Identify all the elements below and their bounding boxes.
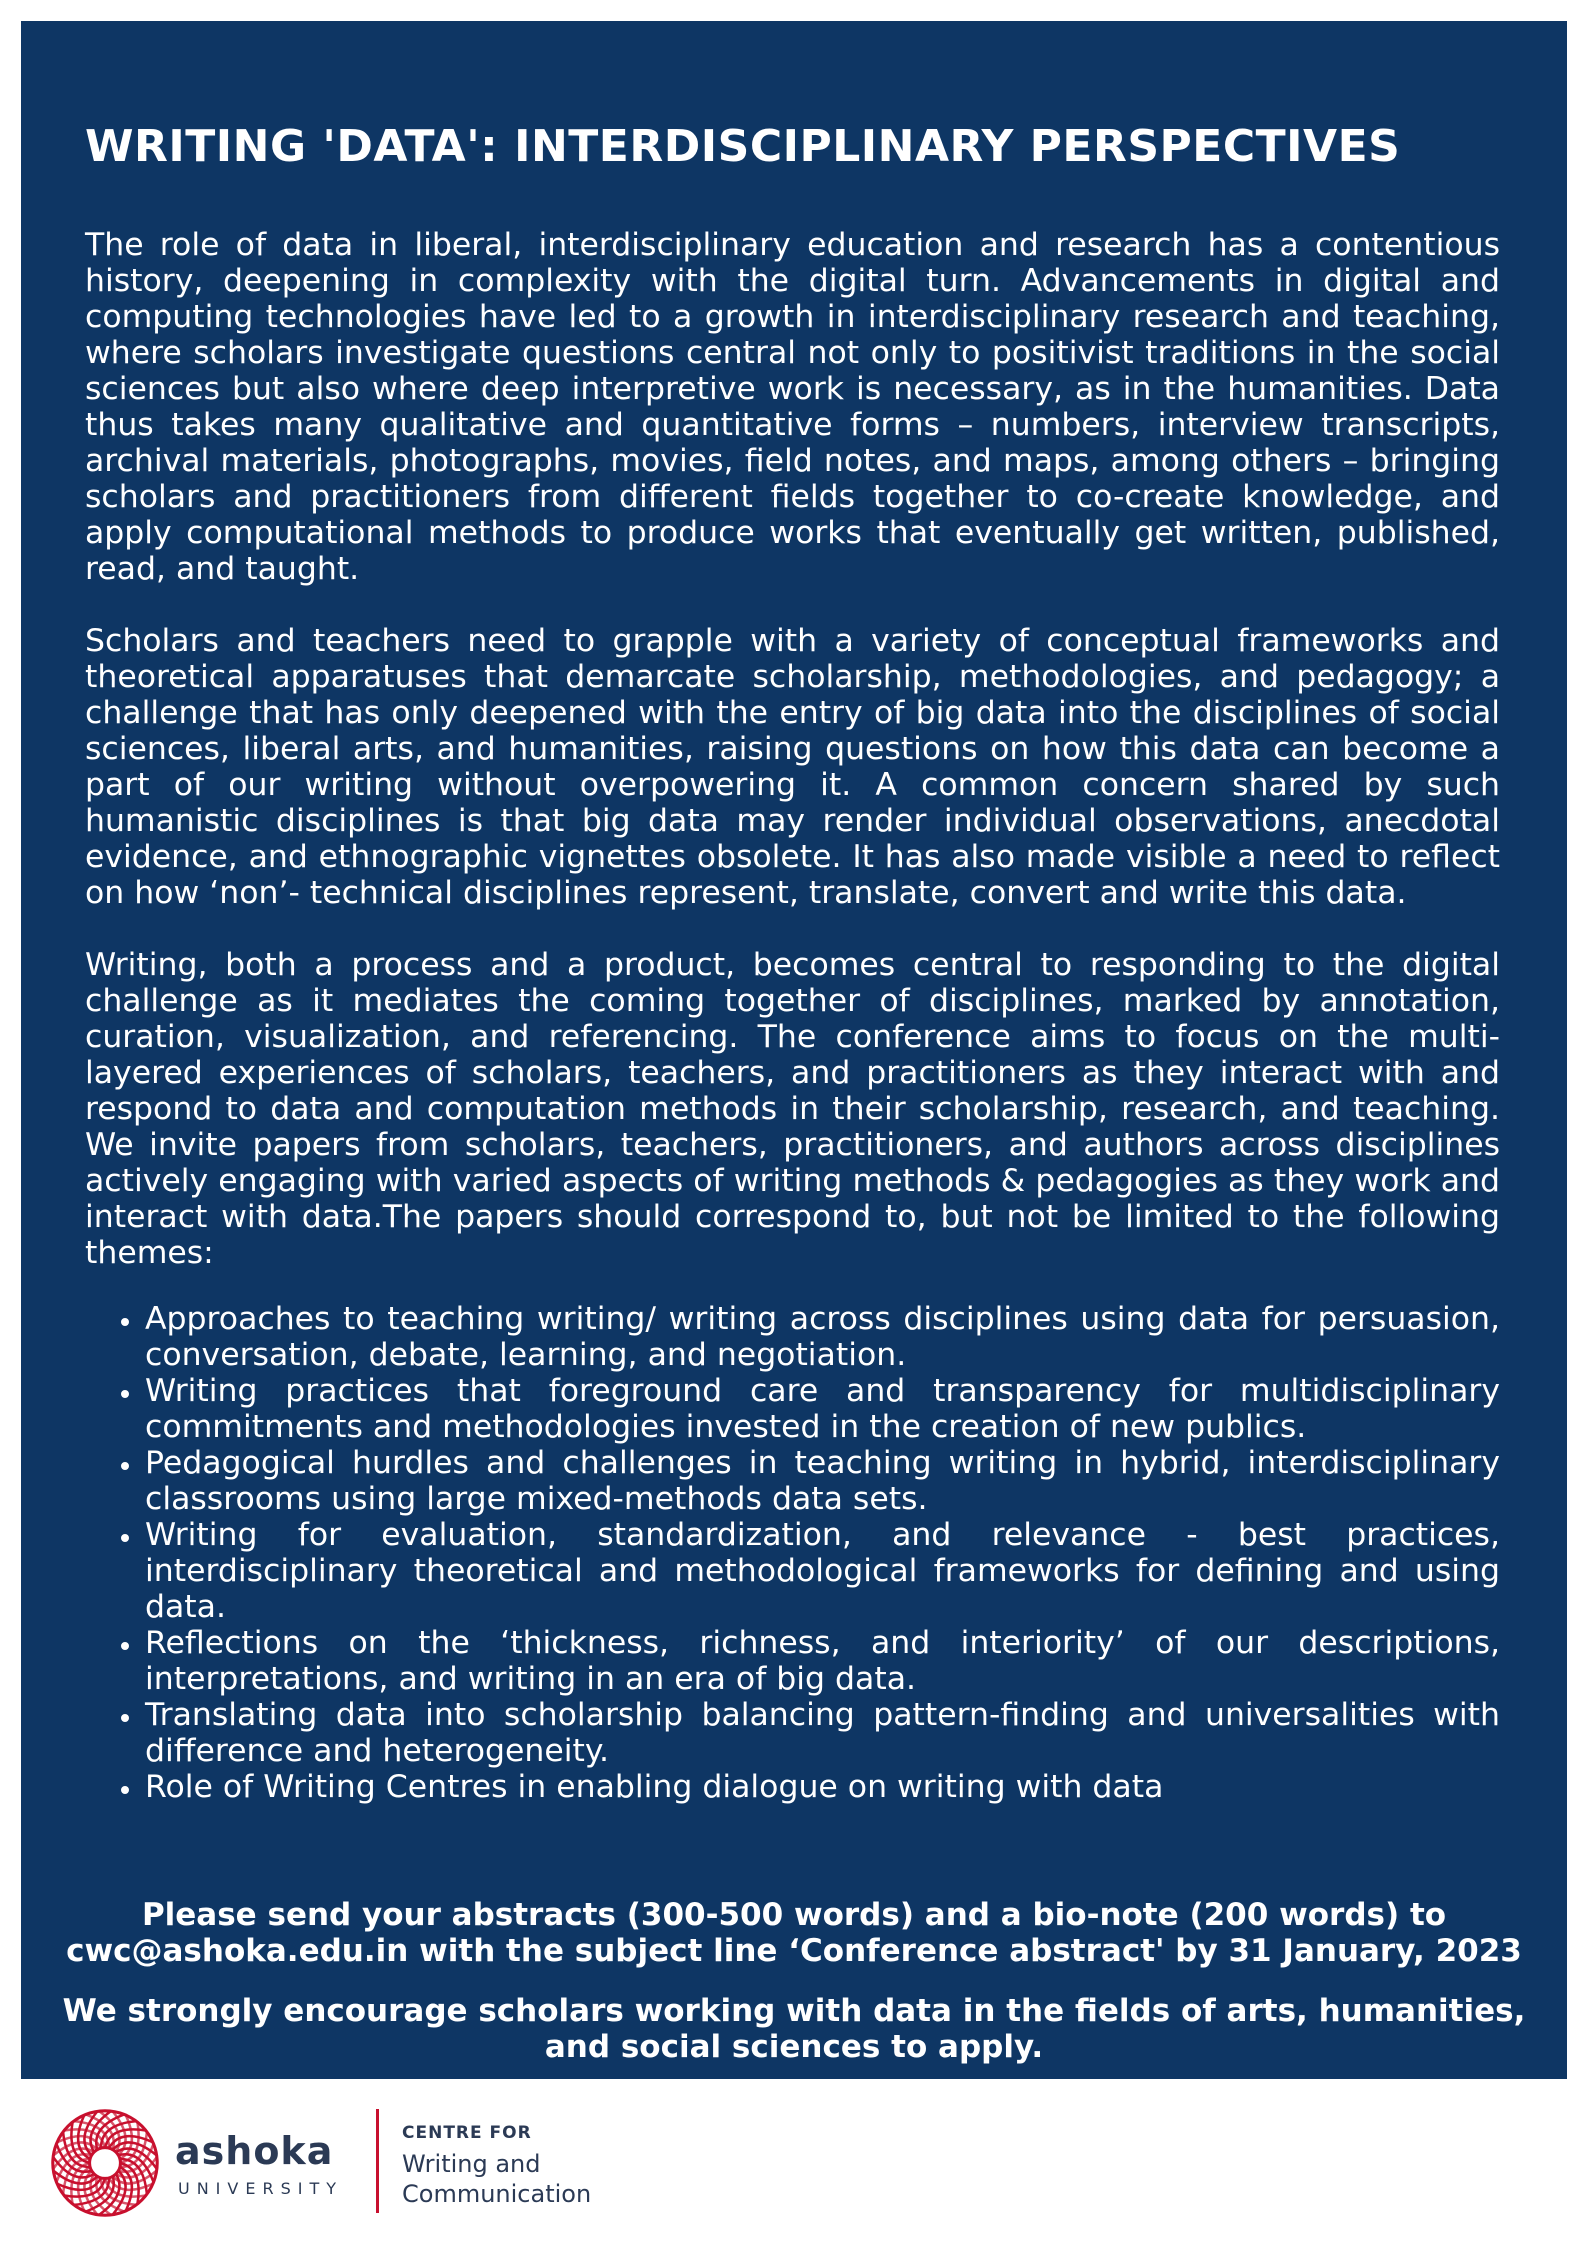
centre-name-line-2: Communication — [402, 2180, 592, 2208]
centre-name-line-1: Writing and — [402, 2150, 541, 2178]
theme-item: • Translating data into scholarship balancing pattern-finding and universalities with difference and heterogeneity. — [143, 1697, 1500, 1769]
themes-list — [85, 1301, 1500, 1805]
footer — [0, 2079, 1587, 2245]
theme-item: • Approaches to teaching writing/ writing across disciplines using data for persuasion, conversation, debate, learning, and negotiation. — [143, 1301, 1500, 1373]
content-panel — [21, 21, 1567, 2079]
submission-instructions — [41, 1897, 1547, 1969]
encouragement-line-1: We strongly encourage scholars working with data in the fields of arts, humanities, — [62, 1993, 1526, 2029]
paragraph-2: Scholars and teachers need to grapple with a variety of conceptual frameworks and theoretical apparatuses that demarcate scholarship, methodologies, and pedagogy; a challenge that has only deepened with the entry of big data into the disciplines of social sciences, liberal arts, and humanities, raising questions on how this data can become a part of our writing without overpowering it. A common concern shared by such humanistic disciplines is that big data may render individual observations, anecdotal evidence, and ethnographic vignettes obsolete. It has also made visible a need to reflect on how ‘non’- technical disciplines represent, translate, convert and write this data. — [85, 623, 1500, 911]
theme-item: • Writing for evaluation, standardization, and relevance - best practices, interdisciplinary theoretical and methodological frameworks for defining and using data. — [143, 1517, 1500, 1625]
brand-subtitle: UNIVERSITY — [178, 2179, 343, 2198]
encouragement-note — [41, 1993, 1547, 2065]
footer-divider — [376, 2109, 379, 2213]
theme-item: • Role of Writing Centres in enabling dialogue on writing with data — [143, 1769, 1500, 1805]
theme-item: • Reflections on the ‘thickness, richness, and interiority’ of our descriptions, interpretations, and writing in an era of big data. — [143, 1625, 1500, 1697]
centre-label: CENTRE FOR — [402, 2123, 532, 2143]
submission-line-2: cwc@ashoka.edu.in with the subject line ‘Conference abstract' by 31 January, 2023 — [66, 1933, 1522, 1969]
theme-item: • Writing practices that foreground care and transparency for multidisciplinary commitments and methodologies invested in the creation of new publics. — [143, 1373, 1500, 1445]
body-text — [85, 227, 1500, 1805]
page-title: WRITING 'DATA': INTERDISCIPLINARY PERSPECTIVES — [85, 121, 1401, 172]
paragraph-3: Writing, both a process and a product, becomes central to responding to the digital challenge as it mediates the coming together of disciplines, marked by annotation, curation, visualization, and referencing. The conference aims to focus on the multi-layered experiences of scholars, teachers, and practitioners as they interact with and respond to data and computation methods in their scholarship, research, and teaching. We invite papers from scholars, teachers, practitioners, and authors across disciplines actively engaging with varied aspects of writing methods & pedagogies as they work and interact with data.The papers should correspond to, but not be limited to the following themes: — [85, 947, 1500, 1271]
paragraph-1: The role of data in liberal, interdisciplinary education and research has a contentious history, deepening in complexity with the digital turn. Advancements in digital and computing technologies have led to a growth in interdisciplinary research and teaching, where scholars investigate questions central not only to positivist traditions in the social sciences but also where deep interpretive work is necessary, as in the humanities. Data thus takes many qualitative and quantitative forms – numbers, interview transcripts, archival materials, photographs, movies, field notes, and maps, among others – bringing scholars and practitioners from different fields together to co-create knowledge, and apply computational methods to produce works that eventually get written, published, read, and taught. — [85, 227, 1500, 587]
submission-line-1: Please send your abstracts (300-500 words) and a bio-note (200 words) to — [141, 1897, 1447, 1933]
brand-wordmark: ashoka — [175, 2129, 334, 2173]
ashoka-logo-icon — [47, 2105, 163, 2221]
encouragement-line-2: and social sciences to apply. — [544, 2029, 1044, 2065]
theme-item: • Pedagogical hurdles and challenges in teaching writing in hybrid, interdisciplinary classrooms using large mixed-methods data sets. — [143, 1445, 1500, 1517]
